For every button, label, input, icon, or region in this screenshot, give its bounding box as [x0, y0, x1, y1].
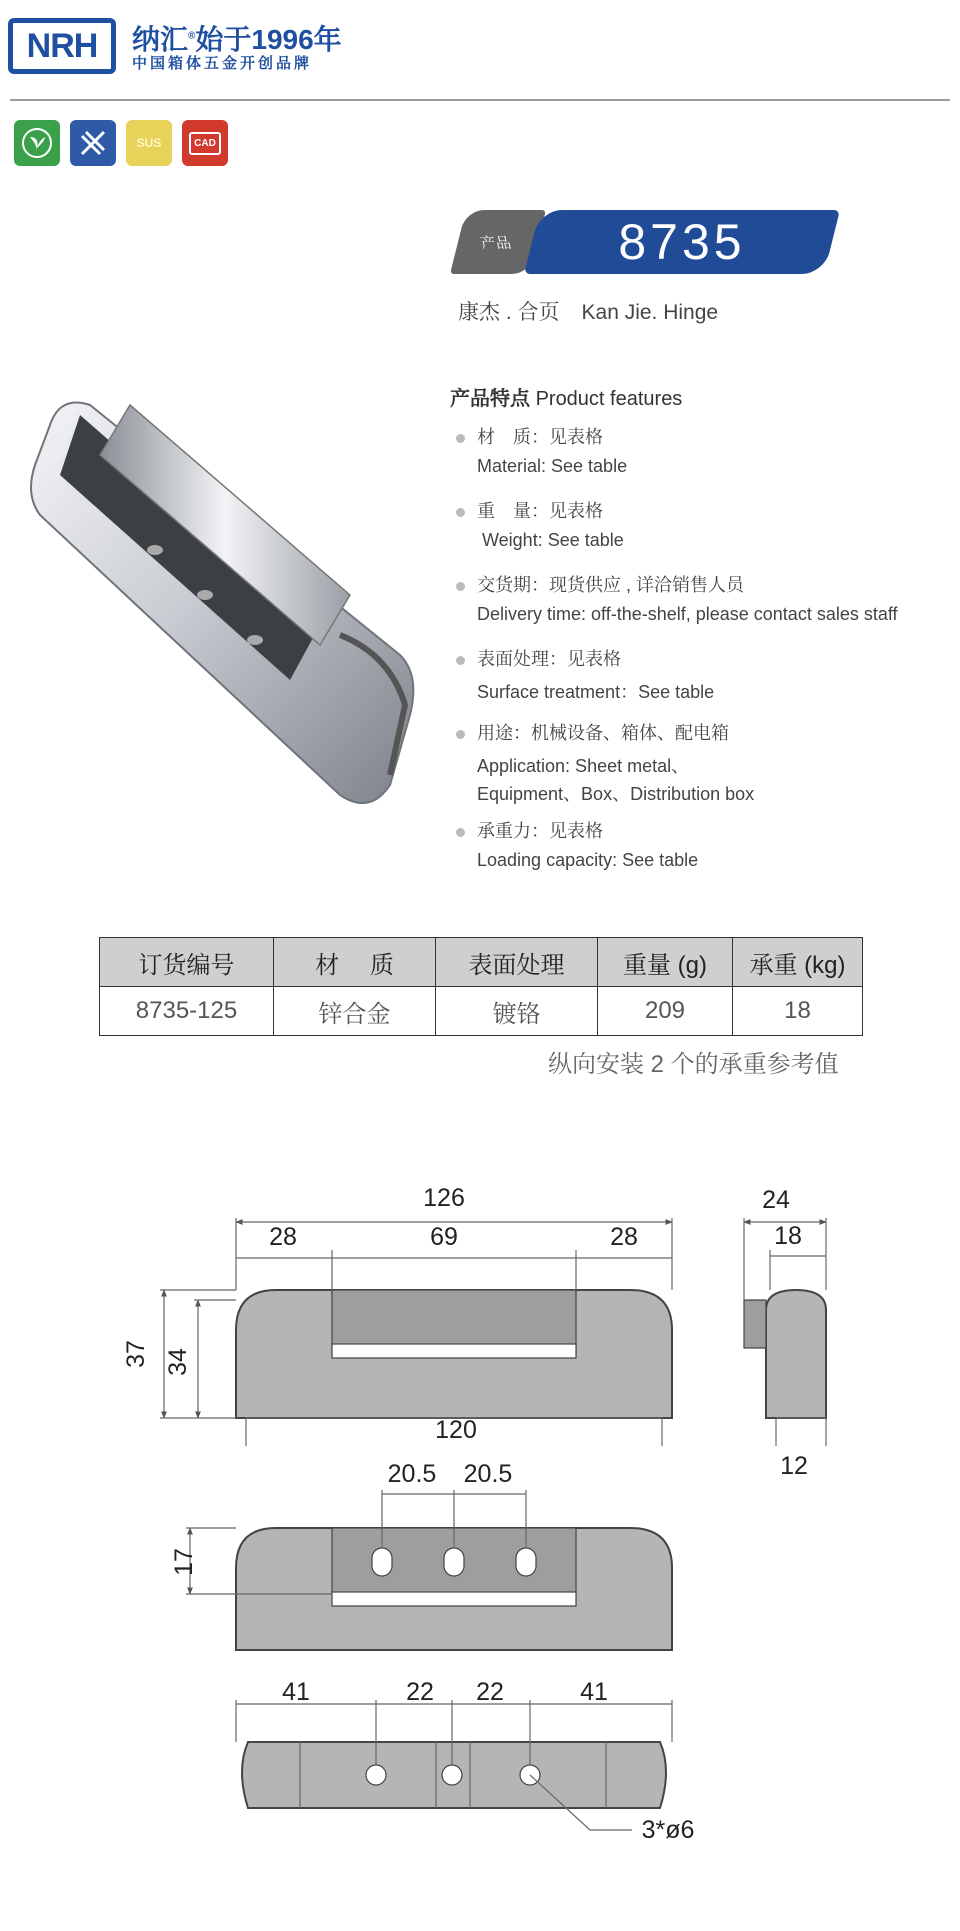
table-header: 重量 (g) [598, 938, 733, 987]
brand-subtitle: 中国箱体五金开创品牌 [132, 55, 313, 72]
table-header: 表面处理 [436, 938, 598, 987]
nrh-logo: NRH [8, 18, 116, 74]
table-cell: 18 [733, 987, 863, 1036]
feature-delivery: 交货期：现货供应 , 详洽销售人员 Delivery time: off-the-shelf, please contact sales staff [456, 571, 898, 625]
table-cell: 镀铬 [436, 987, 598, 1036]
feature-loading: 承重力：见表格 Loading capacity: See table [456, 817, 698, 871]
model-tag: 产品 型号 [450, 210, 546, 274]
brand-since: 始于1996年 [195, 24, 342, 55]
bullet-icon [456, 582, 465, 591]
dim-label: 20.5 [463, 1460, 513, 1488]
dim-label: 34 [164, 1348, 192, 1376]
table-cell: 8735-125 [100, 987, 274, 1036]
hole-spec-label: 3*ø6 [641, 1816, 695, 1844]
feature-application: 用途：机械设备、箱体、配电箱 Application: Sheet metal、 Equipment、Box、Distribution box [456, 719, 754, 806]
feature-weight: 重 量：见表格 Weight: See table [456, 497, 624, 551]
bullet-icon [456, 508, 465, 517]
table-header: 材 质 [274, 938, 436, 987]
table-note: 纵向安装 2 个的承重参考值 [548, 1051, 839, 1078]
spec-table [99, 937, 863, 1036]
eco-leaf-icon [14, 120, 60, 166]
dim-label: 20.5 [387, 1460, 437, 1488]
dim-label: 28 [610, 1223, 638, 1251]
dim-label: 120 [435, 1416, 477, 1444]
technical-drawing [0, 1150, 960, 1850]
sus-icon: SUS [126, 120, 172, 166]
bullet-icon [456, 730, 465, 739]
dim-label: 18 [774, 1222, 802, 1250]
dim-label: 41 [282, 1678, 310, 1706]
header-divider [10, 99, 950, 101]
feature-surface: 表面处理：见表格 Surface treatment：See table [456, 645, 714, 704]
dim-label: 126 [423, 1184, 465, 1212]
table-header: 订货编号 [100, 938, 274, 987]
product-name: 康杰 . 合页 Kan Jie. Hinge [458, 301, 719, 324]
bullet-icon [456, 434, 465, 443]
dim-label: 37 [122, 1340, 150, 1368]
brand-name: 纳汇 [132, 24, 189, 55]
brand-title: 纳汇®始于1996年 [132, 24, 342, 55]
dim-label: 17 [170, 1548, 198, 1576]
design-tools-icon [70, 120, 116, 166]
hinge-product-image [20, 385, 440, 825]
table-header: 承重 (kg) [733, 938, 863, 987]
table-row [100, 987, 863, 1036]
dim-label: 24 [762, 1186, 790, 1214]
model-number: 8735 [524, 210, 840, 274]
cad-file-icon: CAD [182, 120, 228, 166]
table-header-row [100, 938, 863, 987]
table-cell: 209 [598, 987, 733, 1036]
dim-label: 69 [430, 1223, 458, 1251]
dim-label: 22 [476, 1678, 504, 1706]
feature-material: 材 质：见表格 Material: See table [456, 423, 627, 477]
dim-label: 28 [269, 1223, 297, 1251]
bullet-icon [456, 656, 465, 665]
features-title: 产品特点 Product features [450, 388, 683, 410]
dim-label: 22 [406, 1678, 434, 1706]
table-cell: 锌合金 [274, 987, 436, 1036]
bullet-icon [456, 828, 465, 837]
dim-label: 41 [580, 1678, 608, 1706]
dim-label: 12 [780, 1452, 808, 1480]
